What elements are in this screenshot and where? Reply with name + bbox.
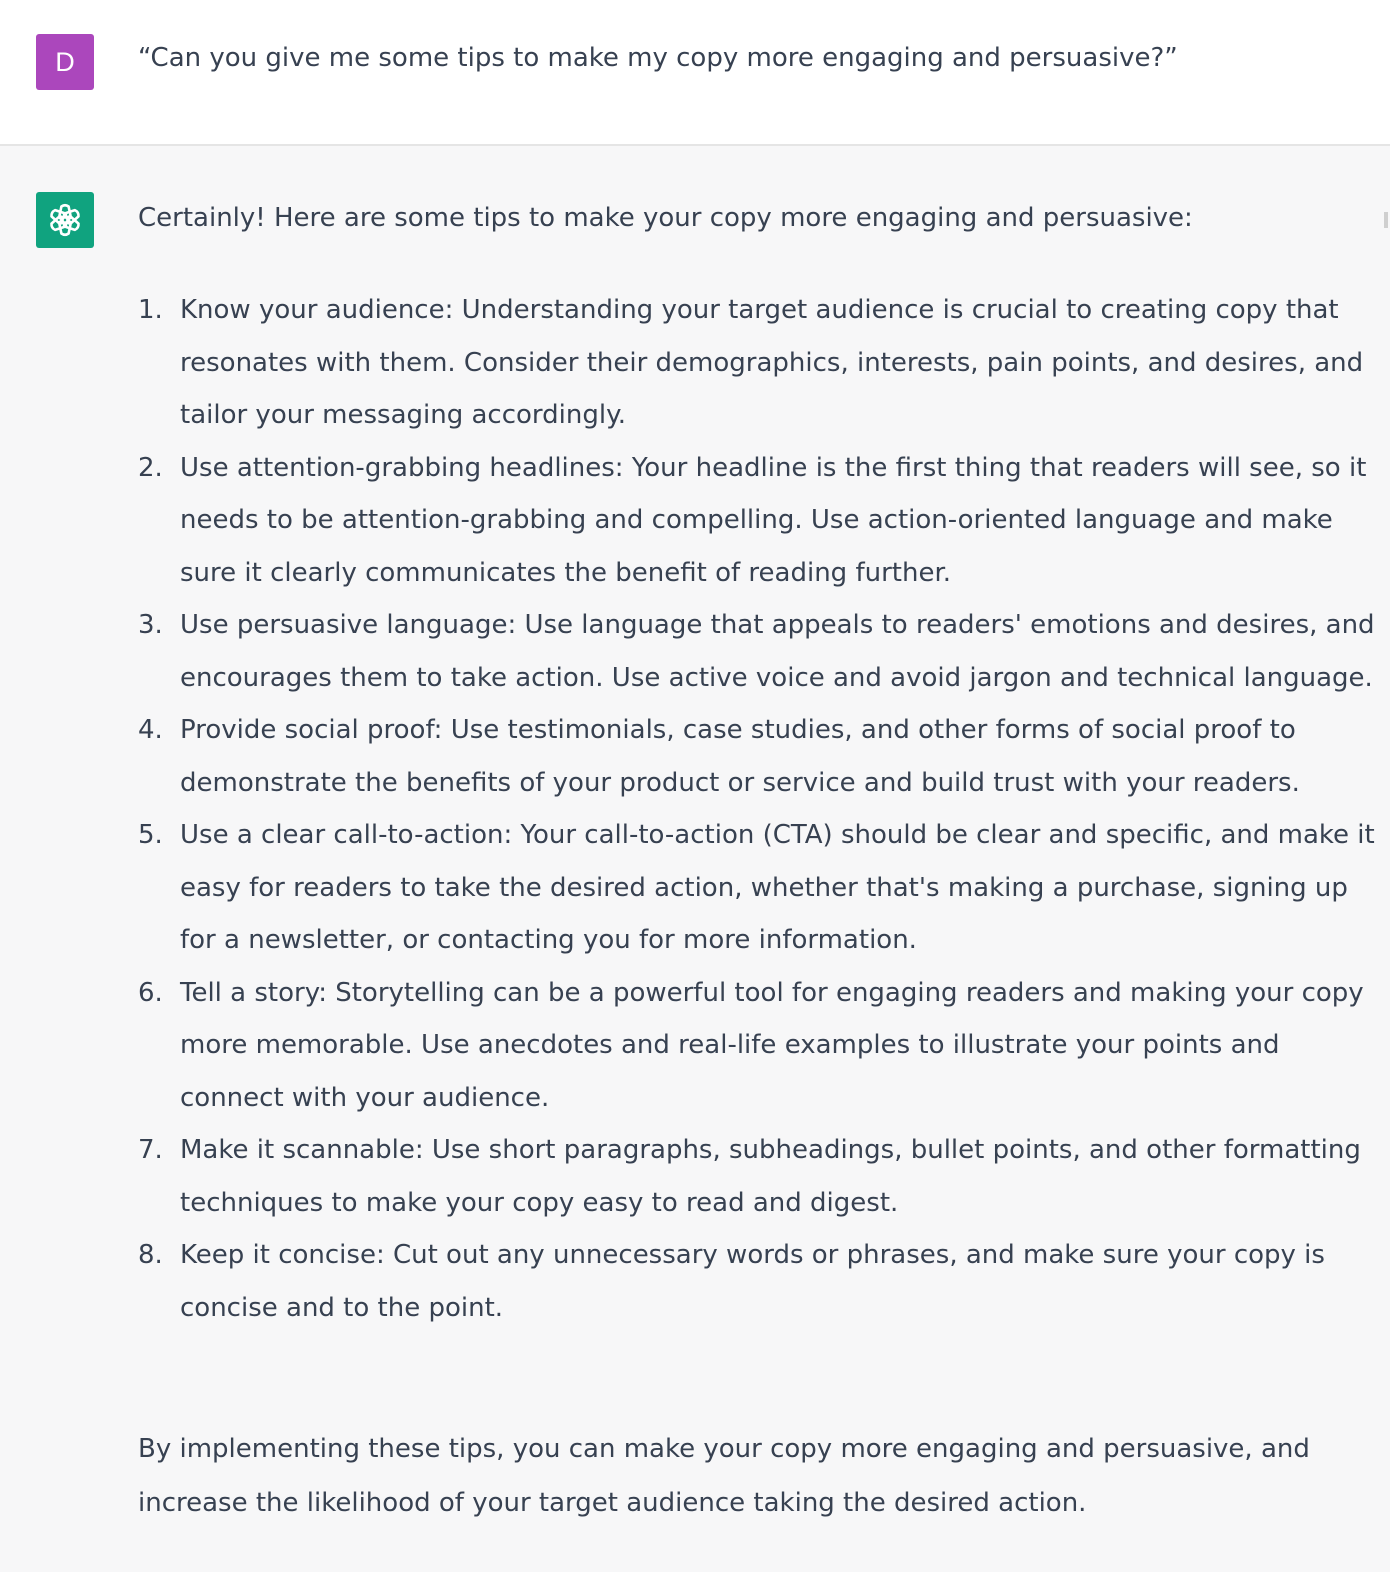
assistant-outro-text: By implementing these tips, you can make your copy more engaging and persuasive, and increase the likelihood of your target audience taking the desired action. <box>138 1434 1310 1518</box>
assistant-avatar <box>36 192 94 248</box>
list-item-text: Use attention-grabbing headlines: Your headline is the first thing that readers will see, so it needs to be attention-grabbing and compelling. Use action-oriented language and make sure it clearly communicates the benefit of reading further. <box>180 452 1367 588</box>
user-message-row <box>0 0 1390 146</box>
list-item-number: 7. <box>138 1135 163 1165</box>
list-item <box>138 284 1378 442</box>
list-item-text: Know your audience: Understanding your target audience is crucial to creating copy that resonates with them. Consider their demographics, interests, pain points, and desires, and tailor your messaging accordingly. <box>180 295 1364 430</box>
list-item <box>138 967 1378 1125</box>
list-item-number: 2. <box>138 452 163 483</box>
tips-list <box>138 284 1378 1334</box>
list-item-text: Use a clear call-to-action: Your call-to-action (CTA) should be clear and specific, and make it easy for readers to take the desired action, whether that's making a purchase, signing up for a newsletter, or contacting you for more information. <box>180 820 1375 955</box>
openai-logo-icon <box>44 199 86 241</box>
list-item <box>138 442 1378 600</box>
list-item <box>138 1124 1378 1229</box>
list-item-text: Provide social proof: Use testimonials, case studies, and other forms of social proof to demonstrate the benefits of your product or service and build trust with your readers. <box>180 715 1300 798</box>
list-item <box>138 809 1378 967</box>
assistant-intro-text: Certainly! Here are some tips to make your copy more engaging and persuasive: <box>138 203 1193 233</box>
list-item-text: Make it scannable: Use short paragraphs, subheadings, bullet points, and other formatting techniques to make your copy easy to read and digest. <box>180 1135 1361 1218</box>
list-item-number: 1. <box>138 295 163 325</box>
list-item-number: 5. <box>138 820 163 850</box>
list-item-text: Tell a story: Storytelling can be a powerful tool for engaging readers and making your copy more memorable. Use anecdotes and real-life examples to illustrate your points and connect with your audience. <box>180 977 1364 1113</box>
list-item-text: Keep it concise: Cut out any unnecessary words or phrases, and make sure your copy is concise and to the point. <box>180 1240 1325 1323</box>
scrollbar-edge[interactable] <box>1384 212 1388 228</box>
list-item <box>138 599 1378 704</box>
list-item <box>138 1229 1378 1334</box>
user-message-text: “Can you give me some tips to make my copy more engaging and persuasive?” <box>138 43 1178 73</box>
list-item <box>138 704 1378 809</box>
list-item-number: 3. <box>138 610 163 640</box>
list-item-number: 6. <box>138 977 163 1008</box>
list-item-text: Use persuasive language: Use language that appeals to readers' emotions and desires, and encourages them to take action. Use active voice and avoid jargon and technical language. <box>180 610 1375 693</box>
list-item-number: 8. <box>138 1240 163 1270</box>
list-item-number: 4. <box>138 715 163 745</box>
user-avatar: D <box>36 34 94 90</box>
